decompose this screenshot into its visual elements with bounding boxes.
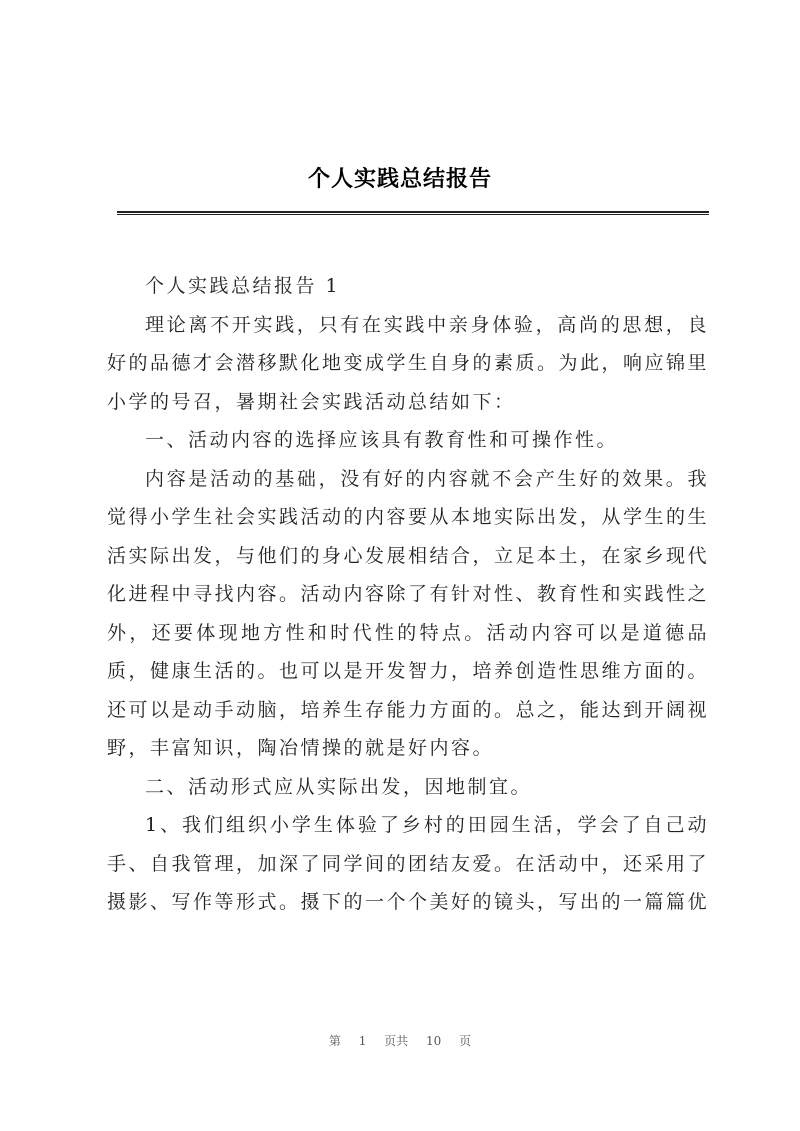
paragraph: 理论离不开实践，只有在实践中亲身体验，高尚的思想，良好的品德才会潜移默化地变成学生自身的素质。为此，响应锦里小学的号召，暑期社会实践活动总结如下：	[107, 313, 710, 413]
paragraph: 内容是活动的基础，没有好的内容就不会产生好的效果。我觉得小学生社会实践活动的内容要从本地实际出发，从学生的生活实际出发，与他们的身心发展相结合，立足本土，在家乡现代化进程中寻找内容。活动内容除了有针对性、教育性和实践性之外，还要体现地方性和时代性的特点。活动内容可以是道德品质，健康生活的。也可以是开发智力，培养创造性思维方面的。还可以是动手动脑，培养生存能力方面的。总之，能达到开阔视野，丰富知识，陶冶情操的就是好内容。	[107, 467, 710, 759]
title-divider	[117, 211, 709, 215]
document-title: 个人实践总结报告	[307, 166, 492, 192]
page-footer	[0, 1032, 800, 1049]
section-heading: 个人实践总结报告 1	[145, 275, 341, 297]
document-body	[107, 267, 709, 922]
footer-prefix: 第	[328, 1034, 341, 1048]
footer-current-page: 1	[358, 1034, 367, 1048]
paragraph: 1、我们组织小学生体验了乡村的田园生活，学会了自己动手、自我管理，加深了同学间的团结友爱。在活动中，还采用了摄影、写作等形式。摄下的一个个美好的镜头，写出的一篇篇优	[107, 814, 710, 913]
footer-total-pages: 10	[426, 1034, 442, 1048]
section-subheading: 一、活动内容的选择应该具有教育性和可操作性。	[145, 429, 619, 451]
footer-mid: 页共	[384, 1034, 409, 1048]
footer-suffix: 页	[459, 1034, 472, 1048]
section-subheading: 二、活动形式应从实际出发，因地制宜。	[145, 775, 533, 798]
